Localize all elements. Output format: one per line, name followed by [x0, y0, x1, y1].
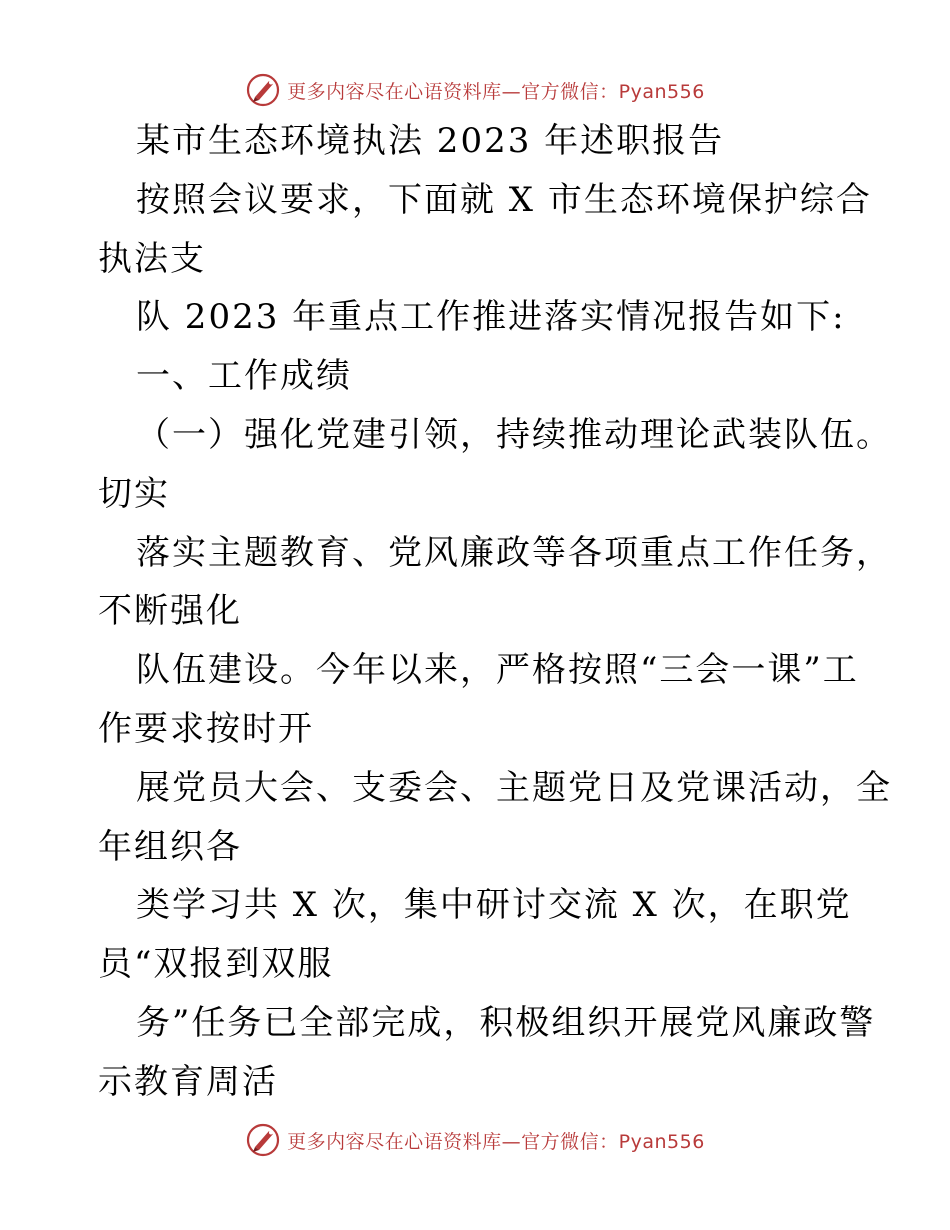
- header-watermark-text: 更多内容尽在心语资料库—官方微信：Pyan556: [287, 80, 705, 103]
- footer-watermark-text: 更多内容尽在心语资料库—官方微信：Pyan556: [287, 1130, 705, 1153]
- paragraph-line: 某市生态环境执法 2023 年述职报告: [136, 121, 725, 161]
- paragraph-line: 类学习共 X 次，集中研讨交流 X 次，在职党: [136, 885, 852, 926]
- continuation-line: 年组织各: [98, 826, 242, 867]
- paragraph-line: 落实主题教育、党风廉政等各项重点工作任务，: [136, 532, 892, 573]
- paragraph-line: 队 2023 年重点工作推进落实情况报告如下:: [136, 297, 846, 338]
- continuation-line: 员“双报到双服: [98, 944, 334, 985]
- paragraph-line: 按照会议要求，下面就 X 市生态环境保护综合: [136, 179, 872, 220]
- paragraph-line: 队伍建设。今年以来，严格按照“三会一课”工: [136, 650, 859, 691]
- paragraph-line: （一）强化党建引领，持续推动理论武装队伍。: [136, 415, 892, 455]
- continuation-line: 不断强化: [98, 591, 242, 632]
- continuation-line: 执法支: [98, 238, 206, 279]
- paragraph-line: 一、工作成绩: [136, 356, 352, 397]
- continuation-line: 切实: [98, 473, 170, 514]
- pen-logo-icon: [245, 1122, 281, 1158]
- continuation-line: 示教育周活: [98, 1061, 278, 1102]
- footer-watermark-banner: [0, 1120, 950, 1160]
- continuation-line: 作要求按时开: [98, 709, 314, 749]
- pen-logo-icon: [245, 72, 281, 108]
- paragraph-line: 展党员大会、支委会、主题党日及党课活动，全: [136, 767, 892, 808]
- header-watermark-banner: [0, 70, 950, 110]
- paragraph-line: 务”任务已全部完成，积极组织开展党风廉政警: [136, 1003, 876, 1043]
